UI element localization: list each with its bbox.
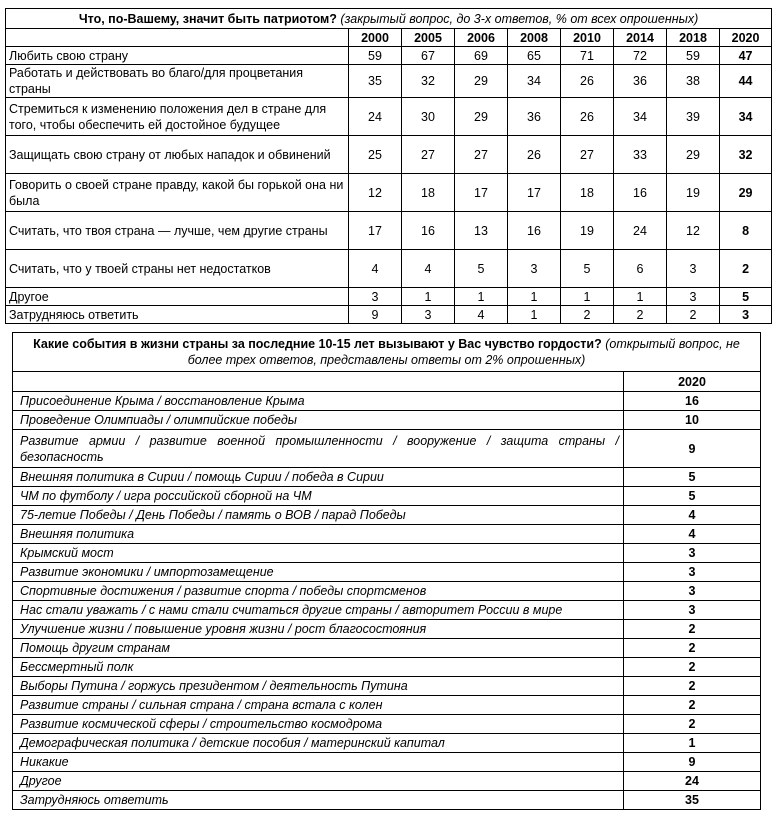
table-caption <box>13 333 761 372</box>
row-label: Считать, что у твоей страны нет недостатков <box>6 250 349 288</box>
value-cell: 2 <box>624 696 761 715</box>
year-header: 2005 <box>402 29 455 47</box>
value-cell: 25 <box>349 136 402 174</box>
value-cell: 34 <box>614 98 667 136</box>
row-label: Говорить о своей стране правду, какой бы горькой она ни была <box>6 174 349 212</box>
value-cell: 4 <box>349 250 402 288</box>
year-header: 2000 <box>349 29 402 47</box>
value-cell: 12 <box>349 174 402 212</box>
table-row <box>13 677 761 696</box>
value-cell: 26 <box>508 136 561 174</box>
value-cell: 4 <box>624 506 761 525</box>
year-header: 2006 <box>455 29 508 47</box>
row-label: Развитие страны / сильная страна / страна встала с колен <box>13 696 624 715</box>
value-cell: 34 <box>720 98 772 136</box>
value-cell: 5 <box>624 487 761 506</box>
value-cell: 16 <box>614 174 667 212</box>
value-cell: 19 <box>667 174 720 212</box>
year-header: 2014 <box>614 29 667 47</box>
value-cell: 1 <box>614 288 667 306</box>
value-cell: 2 <box>614 306 667 324</box>
value-cell: 29 <box>455 98 508 136</box>
value-cell: 12 <box>667 212 720 250</box>
year-header: 2010 <box>561 29 614 47</box>
value-cell: 24 <box>349 98 402 136</box>
value-cell: 35 <box>349 65 402 98</box>
row-label: Затрудняюсь ответить <box>13 791 624 810</box>
header-row <box>13 372 761 392</box>
row-label: Развитие экономики / импортозамещение <box>13 563 624 582</box>
table-row <box>13 639 761 658</box>
value-cell: 36 <box>508 98 561 136</box>
row-label: Выборы Путина / горжусь президентом / деятельность Путина <box>13 677 624 696</box>
patriot-table <box>5 8 772 324</box>
table-row <box>6 65 772 98</box>
row-label: ЧМ по футболу / игра российской сборной на ЧМ <box>13 487 624 506</box>
value-cell: 32 <box>402 65 455 98</box>
row-label: Помощь другим странам <box>13 639 624 658</box>
value-cell: 4 <box>455 306 508 324</box>
row-label: Улучшение жизни / повышение уровня жизни / рост благосостояния <box>13 620 624 639</box>
table-title: Какие события в жизни страны за последние 10-15 лет вызывают у Вас чувство гордости? <box>33 337 602 351</box>
value-cell: 24 <box>614 212 667 250</box>
header-empty-cell <box>6 29 349 47</box>
row-label: Никакие <box>13 753 624 772</box>
value-cell: 16 <box>624 392 761 411</box>
table-note: (открытый вопрос, не более трех ответов, представлены ответы от 2% опрошенных) <box>187 337 740 367</box>
row-label: Нас стали уважать / с нами стали считаться другие страны / авторитет России в мире <box>13 601 624 620</box>
value-cell: 1 <box>508 288 561 306</box>
table-row <box>13 753 761 772</box>
value-cell: 59 <box>349 47 402 65</box>
value-cell: 1 <box>561 288 614 306</box>
value-cell: 27 <box>455 136 508 174</box>
value-cell: 13 <box>455 212 508 250</box>
row-label: Присоединение Крыма / восстановление Крыма <box>13 392 624 411</box>
table-row <box>6 306 772 324</box>
value-cell: 17 <box>455 174 508 212</box>
row-label: Развитие космической сферы / строительство космодрома <box>13 715 624 734</box>
value-cell: 27 <box>402 136 455 174</box>
value-cell: 1 <box>508 306 561 324</box>
value-cell: 5 <box>720 288 772 306</box>
value-cell: 2 <box>624 658 761 677</box>
table-caption <box>6 9 772 29</box>
value-cell: 3 <box>508 250 561 288</box>
row-label: Внешняя политика в Сирии / помощь Сирии / победа в Сирии <box>13 468 624 487</box>
table-row <box>13 658 761 677</box>
value-cell: 5 <box>561 250 614 288</box>
row-label: Защищать свою страну от любых нападок и обвинений <box>6 136 349 174</box>
value-cell: 1 <box>455 288 508 306</box>
table-note: (закрытый вопрос, до 3-х ответов, % от всех опрошенных) <box>336 11 699 26</box>
value-cell: 3 <box>667 250 720 288</box>
table-row <box>6 212 772 250</box>
value-cell: 2 <box>720 250 772 288</box>
row-label: Развитие армии / развитие военной промышленности / вооружение / защита страны / безопасность <box>13 430 624 468</box>
value-cell: 35 <box>624 791 761 810</box>
value-cell: 19 <box>561 212 614 250</box>
table-row <box>13 525 761 544</box>
row-label: Другое <box>13 772 624 791</box>
value-cell: 69 <box>455 47 508 65</box>
row-label: Проведение Олимпиады / олимпийские победы <box>13 411 624 430</box>
year-header: 2018 <box>667 29 720 47</box>
table-row <box>13 544 761 563</box>
value-cell: 6 <box>614 250 667 288</box>
table-row <box>6 136 772 174</box>
value-cell: 67 <box>402 47 455 65</box>
value-cell: 24 <box>624 772 761 791</box>
table-row <box>13 715 761 734</box>
row-label: Считать, что твоя страна — лучше, чем другие страны <box>6 212 349 250</box>
row-label: Бессмертный полк <box>13 658 624 677</box>
value-cell: 4 <box>624 525 761 544</box>
value-cell: 26 <box>561 65 614 98</box>
table-row <box>6 174 772 212</box>
value-cell: 65 <box>508 47 561 65</box>
table-row <box>13 582 761 601</box>
value-cell: 2 <box>624 620 761 639</box>
table-row <box>13 506 761 525</box>
value-cell: 3 <box>624 563 761 582</box>
value-cell: 17 <box>508 174 561 212</box>
value-cell: 3 <box>720 306 772 324</box>
value-cell: 30 <box>402 98 455 136</box>
value-cell: 10 <box>624 411 761 430</box>
value-cell: 32 <box>720 136 772 174</box>
value-cell: 36 <box>614 65 667 98</box>
value-cell: 2 <box>624 639 761 658</box>
table-row <box>13 430 761 468</box>
header-row <box>6 29 772 47</box>
value-cell: 2 <box>624 677 761 696</box>
table-row <box>13 696 761 715</box>
table-row <box>13 620 761 639</box>
value-cell: 47 <box>720 47 772 65</box>
value-cell: 44 <box>720 65 772 98</box>
table-row <box>6 250 772 288</box>
year-header: 2020 <box>624 372 761 392</box>
value-cell: 27 <box>561 136 614 174</box>
row-label: Внешняя политика <box>13 525 624 544</box>
value-cell: 2 <box>667 306 720 324</box>
value-cell: 29 <box>720 174 772 212</box>
row-label: Работать и действовать во благо/для процветания страны <box>6 65 349 98</box>
value-cell: 33 <box>614 136 667 174</box>
row-label: Другое <box>6 288 349 306</box>
value-cell: 72 <box>614 47 667 65</box>
row-label: Спортивные достижения / развитие спорта / победы спортсменов <box>13 582 624 601</box>
table-row <box>13 411 761 430</box>
table-row <box>6 47 772 65</box>
row-label: Крымский мост <box>13 544 624 563</box>
value-cell: 3 <box>624 582 761 601</box>
value-cell: 9 <box>349 306 402 324</box>
value-cell: 29 <box>667 136 720 174</box>
value-cell: 16 <box>508 212 561 250</box>
value-cell: 3 <box>402 306 455 324</box>
value-cell: 3 <box>667 288 720 306</box>
table-caption-row <box>6 9 772 29</box>
value-cell: 16 <box>402 212 455 250</box>
header-empty-cell <box>13 372 624 392</box>
year-header: 2008 <box>508 29 561 47</box>
value-cell: 1 <box>624 734 761 753</box>
value-cell: 29 <box>455 65 508 98</box>
value-cell: 26 <box>561 98 614 136</box>
value-cell: 5 <box>624 468 761 487</box>
value-cell: 38 <box>667 65 720 98</box>
value-cell: 18 <box>561 174 614 212</box>
value-cell: 9 <box>624 430 761 468</box>
row-label: 75-летие Победы / День Победы / память о ВОВ / парад Победы <box>13 506 624 525</box>
value-cell: 9 <box>624 753 761 772</box>
table-row <box>6 288 772 306</box>
value-cell: 71 <box>561 47 614 65</box>
table-row <box>13 392 761 411</box>
table-row <box>13 487 761 506</box>
row-label: Любить свою страну <box>6 47 349 65</box>
value-cell: 18 <box>402 174 455 212</box>
row-label: Стремиться к изменению положения дел в стране для того, чтобы обеспечить ей достойное будущее <box>6 98 349 136</box>
table-row <box>13 772 761 791</box>
value-cell: 39 <box>667 98 720 136</box>
table-row <box>13 734 761 753</box>
table-row <box>13 791 761 810</box>
row-label: Затрудняюсь ответить <box>6 306 349 324</box>
value-cell: 59 <box>667 47 720 65</box>
table-row <box>6 98 772 136</box>
value-cell: 2 <box>624 715 761 734</box>
row-label: Демографическая политика / детские пособия / материнский капитал <box>13 734 624 753</box>
table-row <box>13 468 761 487</box>
value-cell: 34 <box>508 65 561 98</box>
value-cell: 5 <box>455 250 508 288</box>
table-caption-row <box>13 333 761 372</box>
pride-events-table <box>12 332 761 810</box>
table-row <box>13 563 761 582</box>
table-title: Что, по-Вашему, значит быть патриотом? <box>78 11 337 26</box>
value-cell: 2 <box>561 306 614 324</box>
year-header: 2020 <box>720 29 772 47</box>
value-cell: 4 <box>402 250 455 288</box>
value-cell: 3 <box>624 601 761 620</box>
value-cell: 17 <box>349 212 402 250</box>
table-row <box>13 601 761 620</box>
value-cell: 3 <box>349 288 402 306</box>
value-cell: 1 <box>402 288 455 306</box>
value-cell: 8 <box>720 212 772 250</box>
value-cell: 3 <box>624 544 761 563</box>
